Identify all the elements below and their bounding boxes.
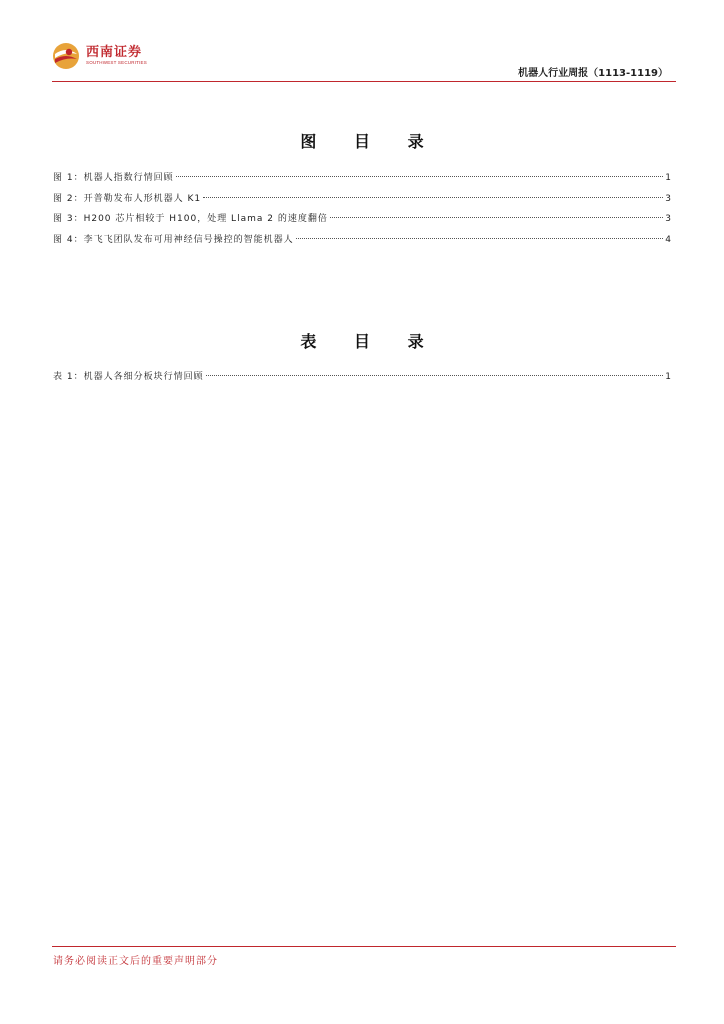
company-logo [52, 42, 147, 70]
toc-leader-dots [330, 217, 663, 218]
toc-leader-dots [203, 197, 663, 198]
toc-entry[interactable] [53, 367, 671, 388]
toc-entry[interactable] [53, 230, 671, 251]
page-header [52, 38, 676, 82]
tables-toc-list [53, 367, 671, 388]
toc-leader-dots [176, 176, 664, 177]
logo-en-text: SOUTHWEST SECURITIES [86, 60, 147, 65]
toc-entry-page: 3 [665, 193, 671, 204]
toc-entry-page: 1 [665, 372, 671, 382]
toc-entry-label: 图 4：李飞飞团队发布可用神经信号操控的智能机器人 [53, 234, 294, 245]
footer-disclaimer: 请务必阅读正文后的重要声明部分 [53, 956, 218, 967]
toc-entry-label: 图 2：开普勒发布人形机器人 K1 [53, 193, 202, 204]
toc-entry-page: 1 [665, 173, 671, 183]
toc-entry-page: 3 [665, 214, 671, 224]
logo-mark-icon [52, 42, 80, 70]
toc-leader-dots [296, 238, 664, 239]
toc-entry-label: 表 1：机器人各细分板块行情回顾 [53, 372, 204, 382]
toc-entry[interactable] [53, 209, 671, 230]
toc-entry-label: 图 3：H200 芯片相较于 H100，处理 Llama 2 的速度翻倍 [53, 214, 328, 224]
report-title: 机器人行业周报（1113-1119） [518, 68, 668, 79]
toc-leader-dots [206, 375, 664, 376]
toc-entry-label: 图 1：机器人指数行情回顾 [53, 173, 174, 183]
logo-cn-text: 西南证券 [86, 45, 143, 60]
toc-entry-page: 4 [665, 234, 671, 245]
toc-entry[interactable] [53, 168, 671, 189]
tables-toc-title: 表 目 录 [300, 332, 440, 351]
header-divider [52, 81, 676, 82]
footer-divider [52, 946, 676, 947]
figures-toc-title: 图 目 录 [300, 132, 440, 151]
toc-entry[interactable] [53, 189, 671, 210]
figures-toc-list [53, 168, 671, 250]
